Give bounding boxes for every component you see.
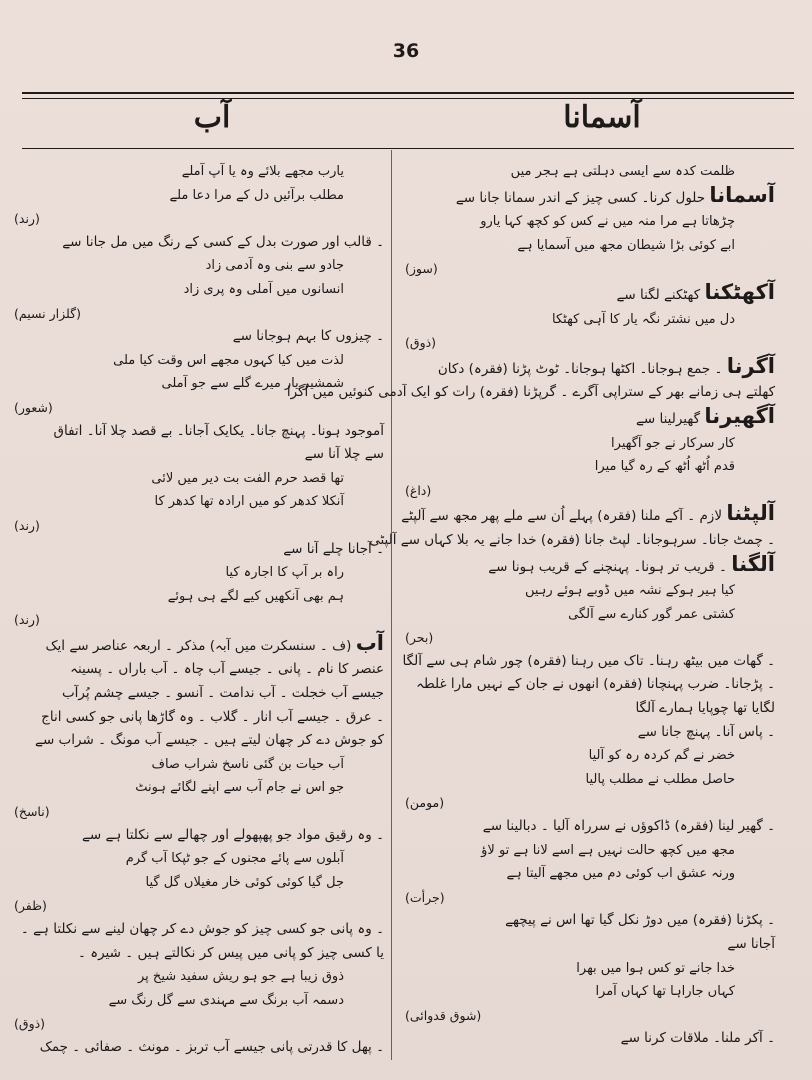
text-line: ۔ وہ پانی جو کسی چیز کو جوش دے کر چھان لینے سے نکلتا ہے ۔ [20, 921, 384, 937]
verse-line: جو اس نے جام آب سے اپنے لگائے ہونٹ [135, 780, 344, 796]
poet-name: (سوز) [405, 261, 438, 277]
poet-name: (ظفر) [14, 898, 47, 914]
poet-attribution [405, 791, 775, 815]
poet-attribution [405, 331, 775, 355]
text-line: ۔ چمٹ جانا۔ سرہوجانا۔ لپٹ جانا (فقرہ) خدا جانے یہ بلا کہاں سے آلپٹی [369, 531, 775, 548]
definition-text: کھٹکنے لگنا سے [616, 286, 705, 303]
text-line: ۔ چیزوں کا بہم ہوجانا سے [232, 328, 384, 345]
verse-line: ذوق زیبا ہے جو ہو ریش سفید شیخ پر [138, 969, 344, 985]
definition-text: حلول کرنا۔ کسی چیز کے اندر سمانا جانا سے [455, 189, 710, 206]
text-line: ۔ پکڑنا (فقرہ) میں دوڑ نکل گیا تھا اس نے پیچھے [505, 912, 775, 929]
verse-line: ورنہ عشق اب کوئی دم میں مجھے آلیتا ہے [506, 866, 735, 882]
verse-line: کار سرکار نے جو آگھیرا [611, 435, 735, 451]
headword: آسمانا [709, 182, 775, 207]
text-line: ۔ عرق ۔ جیسے آب انار ۔ گلاب ۔ وہ گاڑھا پانی جو کسی اناج [41, 708, 384, 725]
left-column-heading: آب [193, 100, 231, 135]
poet-name: (جرأت) [405, 889, 445, 905]
headword: آلگنا [731, 551, 775, 576]
dictionary-entry [401, 501, 775, 529]
poet-name: (شعور) [14, 399, 53, 415]
text-line: آجانا سے [727, 936, 775, 952]
poet-name: (مومن) [405, 795, 445, 811]
poet-attribution [14, 800, 384, 824]
text-line: سے چلا آنا سے [304, 446, 384, 463]
verse-line: ابے کوئی بڑا شیطان مجھ میں آسمایا ہے [517, 237, 735, 253]
poet-name: (رند) [14, 211, 40, 227]
poet-attribution [14, 894, 384, 918]
dictionary-entry [405, 355, 775, 382]
definition-text: لازم ۔ آکے ملنا (فقرہ) پہلے اُن سے ملے پھر مجھ سے آلپٹے [401, 508, 727, 525]
verse-line: جادو سے بنی وہ آدمی زاد [205, 258, 344, 274]
verse-line: شمشیر یار میرے گلے سے جو آملی [161, 376, 344, 392]
verse-line: ہم بھی آنکھیں کیے لگے ہی ہوئے [167, 588, 344, 604]
verse-line: انسانوں میں آملی وہ پری زاد [183, 281, 344, 297]
text-line: جیسے آب خجلت ۔ آب ندامت ۔ آنسو ۔ جیسے چشم پُرآب [61, 685, 384, 702]
header-rule-bottom [22, 148, 794, 149]
verse-line: جل گیا کوئی کوئی خار مغیلاں گل گیا [145, 874, 344, 890]
poet-attribution [14, 608, 384, 632]
definition-text: (ف ۔ سنسکرت میں آبہ) مذکر ۔ اربعہ عناصر سے ایک [45, 637, 356, 654]
verse-line: کہاں جاراہا تھا کہاں آمرا [595, 984, 735, 1000]
text-line: ۔ گھات میں بیٹھ رہنا۔ تاک میں رہنا (فقرہ) چور شام ہی سے آلگا [402, 652, 775, 669]
poet-name: (رند) [14, 517, 40, 533]
verse-line: کشتی عمر گور کنارے سے آلگی [568, 606, 735, 622]
text-line: عنصر کا نام ۔ پانی ۔ جیسے آب چاہ ۔ آب باراں ۔ پسینہ [70, 661, 384, 678]
poet-name: (گلزار نسیم) [14, 305, 81, 321]
poet-name: (ذوق) [405, 335, 437, 351]
page-number: 36 [392, 40, 420, 62]
poet-name: (ناسخ) [14, 804, 50, 820]
verse-line: خضر نے گم کردہ رہ کو آلیا [588, 748, 735, 764]
verse-line: مطلب برآئیں دل کے مرا دعا ملے [169, 187, 344, 203]
definition-text: گھیرلینا سے [635, 410, 705, 427]
verse-line: راہ بر آپ کا اجارہ کیا [225, 565, 344, 581]
poet-attribution [14, 302, 384, 326]
verse-line: تھا قصد حرم الفت بت دیر میں لائی [151, 470, 344, 486]
headword: آب [355, 630, 384, 655]
poet-attribution [14, 514, 384, 538]
verse-line: حاصل مطلب نے مطلب پالیا [585, 771, 735, 787]
text-line: ۔ وہ رقیق مواد جو پھپھولے اور چھالے سے نکلتا ہے سے [81, 826, 384, 843]
verse-line: آبلوں سے پائے مجنوں کے جو ٹپکا آب گرم [125, 851, 344, 867]
header-rule-top [22, 92, 794, 94]
text-line: کو جوش دے کر چھان لیتے ہیں ۔ جیسے آب مونگ ۔ شراب سے [35, 732, 384, 749]
poet-name: (بحر) [405, 630, 434, 646]
verse-line: دسمہ آب برنگ سے مہندی سے گل رنگ سے [108, 992, 344, 1008]
verse-line: یارب مجھے بلائے وہ یا آپ آملے [181, 164, 344, 179]
dictionary-entry [405, 281, 775, 308]
dictionary-entry [405, 405, 775, 432]
poet-attribution [14, 1012, 384, 1036]
verse-line: قدم اُٹھ اُٹھ کے رہ گیا میرا [594, 459, 735, 475]
poet-attribution [405, 1004, 775, 1028]
verse-line: کیا ہیر ہوکے نشہ میں ڈوبے ہوئے رہیں [524, 583, 735, 599]
left-column [14, 160, 384, 1065]
verse-line: آنکلا کدھر کو میں ارادہ تھا کدھر کا [154, 494, 344, 510]
text-line: آموجود ہونا۔ پہنچ جانا۔ یکایک آجانا۔ بے قصد چلا آنا۔ اتفاق [53, 422, 384, 439]
dictionary-entry [405, 553, 775, 580]
column-divider [391, 150, 392, 1060]
poet-attribution [405, 886, 775, 910]
poet-attribution [405, 479, 775, 503]
dictionary-entry [405, 184, 775, 211]
text-line: ۔ قالب اور صورت بدل کے کسی کے رنگ میں مل جانا سے [62, 233, 384, 250]
verse-line: مجھ میں کچھ حالت نہیں ہے اسے لانا ہے تو لاؤ [481, 842, 735, 858]
poet-name: (رند) [14, 612, 40, 628]
text-line: کھلتے ہی زمانے بھر کے ستراپی آگرے ۔ گرپڑنا (فقرہ) رات کو ایک آدمی کنوئیں میں آگرا [286, 384, 775, 401]
verse-line: خدا جانے تو کس ہوا میں بھرا [576, 960, 735, 976]
text-line: لگایا تھا چوپایا ہمارے آلگا [635, 700, 775, 717]
poet-attribution [405, 257, 775, 281]
definition-text: ۔ قریب تر ہونا۔ پہنچنے کے قریب ہونا سے [488, 558, 732, 575]
verse-line: ظلمت کدہ سے ایسی دہلتی ہے ہجر میں [510, 164, 735, 179]
text-line: ۔ گھیر لینا (فقرہ) ڈاکوؤں نے سرراہ آلیا ۔ دبالینا سے [482, 818, 775, 835]
headword: آگھیرنا [704, 403, 775, 428]
headword: آگرنا [726, 353, 775, 378]
text-line: ۔ پھل کا قدرتی پانی جیسے آب تربز ۔ مونث ۔ صفائی ۔ چمک [39, 1038, 384, 1055]
verse-line: آب حیات بن گئی ناسخ شراب صاف [151, 756, 344, 772]
poet-name: (داغ) [405, 482, 432, 498]
text-line: ۔ آکر ملنا۔ ملاقات کرنا سے [620, 1030, 775, 1047]
right-column-heading: آسمانا [563, 100, 641, 135]
header-rule-top-thin [22, 98, 794, 99]
poet-name: (ذوق) [14, 1016, 46, 1032]
verse-line: چڑھاتا ہے مرا منہ میں نے کس کو کچھ کہا یارو [480, 214, 735, 230]
poet-name: (شوق قدوائی) [405, 1007, 482, 1023]
verse-line: لذت میں کیا کہوں مجھے اس وقت کیا ملی [113, 352, 344, 368]
definition-text: ۔ جمع ہوجانا۔ اکٹھا ہوجانا۔ ٹوٹ پڑنا (فقرہ) دکان [437, 360, 727, 377]
text-line: ۔ آجانا چلے آنا سے [283, 540, 384, 557]
poet-attribution [14, 396, 384, 420]
text-line: یا کسی چیز کو پانی میں پیس کر نکالتے ہیں ۔ شیرہ ۔ [78, 944, 384, 961]
dictionary-entry [14, 632, 384, 659]
text-line: ۔ پاس آنا۔ پہنچ جانا سے [637, 723, 775, 740]
text-line: ۔ پڑجانا۔ ضرب پہنچانا (فقرہ) انھوں نے جان کے نہیں مارا غلطہ [416, 676, 775, 693]
headword: آکھٹکنا [704, 279, 775, 304]
verse-line: دل میں نشتر نگہ یار کا آہی کھٹکا [552, 311, 735, 327]
headword: آلپٹنا [726, 501, 775, 526]
poet-attribution [14, 207, 384, 231]
poet-attribution [405, 626, 775, 650]
